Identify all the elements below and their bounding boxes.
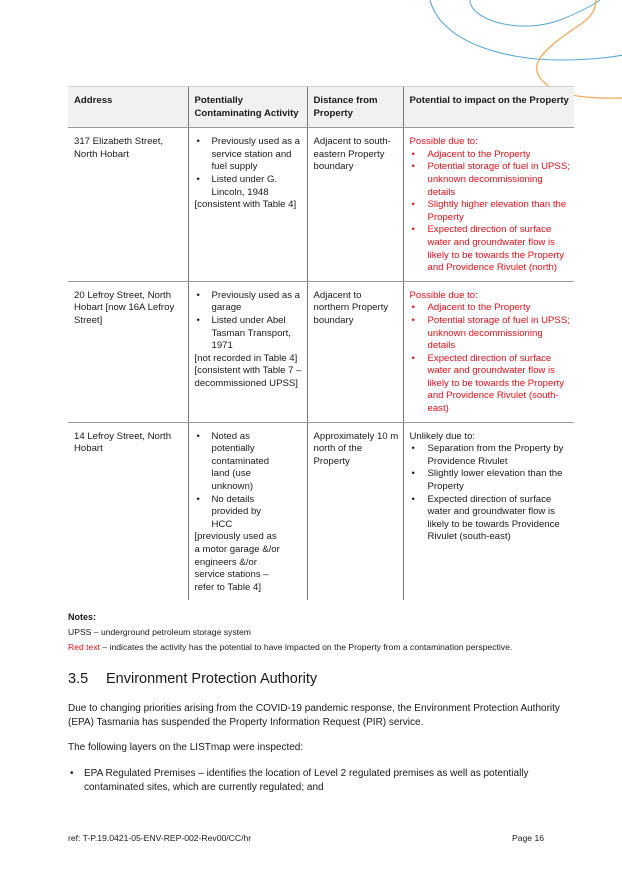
activity-item: • No details provided by HCC: [195, 494, 281, 532]
list-item: [68, 767, 573, 795]
address-cell: 20 Lefroy Street, North Hobart [now 16A Lefroy Street]: [68, 281, 188, 422]
distance-cell: Adjacent to south-eastern Property boundary: [307, 128, 403, 282]
impact-lead: Unlikely due to:: [409, 430, 476, 442]
activity-cell: [188, 281, 307, 422]
impact-item: • Slightly lower elevation than the Property: [410, 468, 571, 493]
section-paragraph: Due to changing priorities arising from the COVID-19 pandemic response, the Environment Protection Authority (EPA) Tasmania has suspended the Property Information Request (PIR) service.: [68, 703, 560, 728]
notes-upss: UPSS – underground petroleum storage system: [68, 627, 251, 637]
list-item-text: EPA Regulated Premises – identifies the location of Level 2 regulated premises as well as potentially contaminated sites, which are currently regulated; and: [84, 768, 529, 793]
impact-cell: [403, 422, 574, 600]
activity-item: • Previously used as a service station and fuel supply: [195, 136, 303, 174]
impact-item: • Adjacent to the Property: [410, 302, 571, 315]
activity-item: • Noted as potentially contaminated land (use unknown): [195, 431, 281, 494]
activity-note: [consistent with Table 7 – decommissioned UPSS]: [194, 365, 302, 389]
impact-cell: [403, 281, 574, 422]
activity-note: [consistent with Table 4]: [194, 199, 297, 211]
header-activity: Potentially Contaminating Activity: [188, 87, 307, 128]
section-paragraph: The following layers on the LISTmap were inspected:: [68, 742, 304, 753]
section-title: Environment Protection Authority: [106, 671, 318, 687]
impact-item: • Adjacent to the Property: [410, 149, 571, 162]
section-heading: [68, 671, 317, 687]
header-impact: Potential to impact on the Property: [403, 87, 574, 128]
distance-cell: Approximately 10 m north of the Property: [307, 422, 403, 600]
activity-cell: [188, 422, 307, 600]
activity-note: [not recorded in Table 4]: [194, 352, 298, 364]
impact-cell: [403, 128, 574, 282]
notes-red-text: [68, 642, 512, 652]
table-row: [68, 128, 574, 282]
impact-item: • Expected direction of surface water and groundwater flow is likely to be towards Providence Rivulet (south-east): [410, 494, 571, 544]
impact-item: • Potential storage of fuel in UPSS; unknown decommissioning details: [410, 161, 571, 199]
activity-item: • Listed under G. Lincoln, 1948: [195, 174, 303, 199]
header-distance: Distance from Property: [307, 87, 403, 128]
impact-item: • Separation from the Property by Providence Rivulet: [410, 443, 571, 468]
impact-lead: Possible due to:: [409, 289, 478, 301]
impact-lead: Possible due to:: [409, 136, 478, 148]
table-row: [68, 422, 574, 600]
activity-item: • Listed under Abel Tasman Transport, 1971: [195, 315, 303, 353]
red-text-explanation: – indicates the activity has the potential to have impacted on the Property from a contamination perspective.: [100, 642, 513, 652]
header-address: Address: [68, 87, 188, 128]
red-text-label: Red text: [68, 642, 101, 652]
notes-title: Notes:: [68, 612, 97, 622]
distance-cell: Adjacent to northern Property boundary: [307, 281, 403, 422]
address-cell: 14 Lefroy Street, North Hobart: [74, 430, 172, 455]
page-number: Page 16: [512, 833, 545, 843]
table-row: [68, 281, 574, 422]
impact-item: • Expected direction of surface water and groundwater flow is likely to be towards the Property and Providence Rivulet (north): [410, 224, 571, 274]
impact-item: • Expected direction of surface water and groundwater flow is likely to be towards the Property and Providence Rivulet (south-east): [410, 353, 571, 416]
section-number: 3.5: [68, 671, 89, 687]
activity-item: • Previously used as a garage: [195, 290, 303, 315]
bullet-dot: •: [70, 768, 74, 779]
footer-reference: ref: T-P.19.0421-05-ENV-REP-002-Rev00/CC/hr: [68, 833, 252, 843]
contamination-table: [68, 86, 574, 600]
impact-item: • Slightly higher elevation than the Property: [410, 199, 571, 224]
activity-cell: [188, 128, 307, 282]
address-cell: 317 Elizabeth Street, North Hobart: [68, 128, 188, 282]
impact-item: • Potential storage of fuel in UPSS; unknown decommissioning details: [410, 315, 571, 353]
activity-note: [previously used as a motor garage &/or engineers &/or service stations – refer to Table 4]: [194, 531, 280, 593]
